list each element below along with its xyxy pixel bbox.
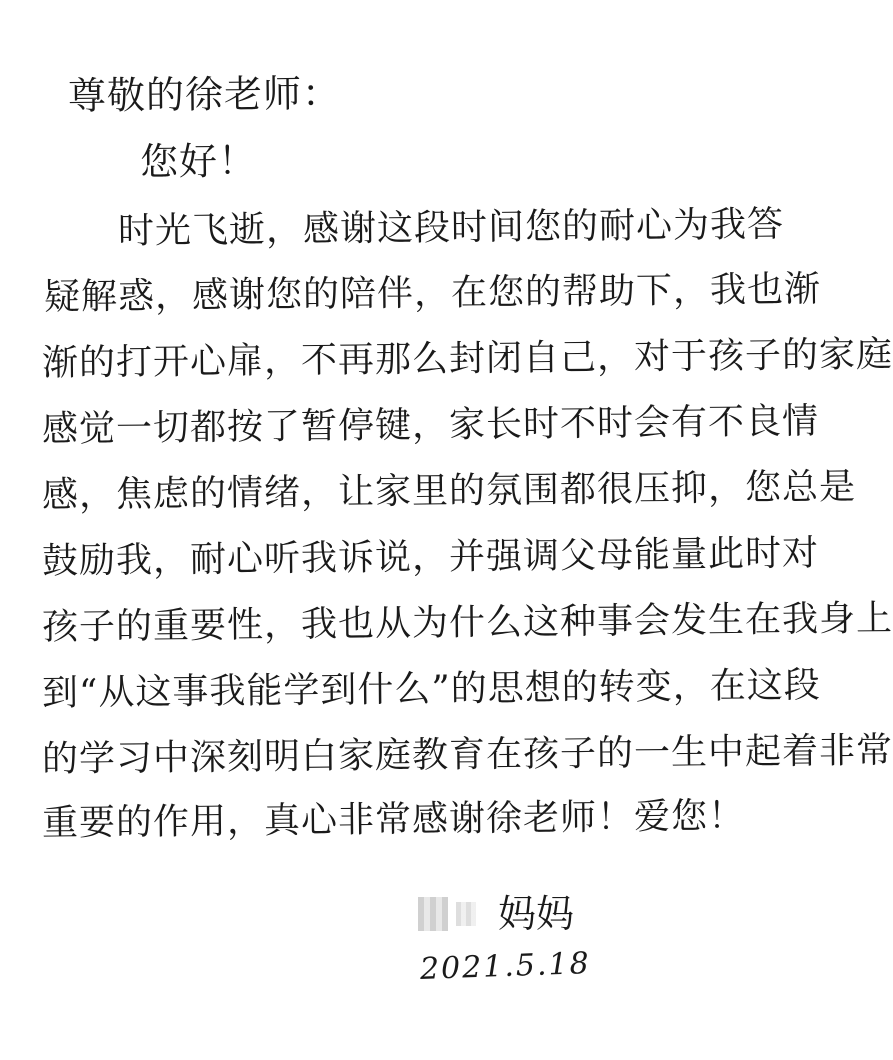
body-line-4: 感觉一切都按了暂停键，家长时不时会有不良情 [41,400,820,450]
body-line-5: 感，焦虑的情绪，让家里的氛围都很压抑，您总是 [41,466,857,516]
blurred-name-pixelation [418,897,484,931]
signature [418,890,574,938]
body-line-9: 的学习中深刻明白家庭教育在孩子的一生中起着非常 [41,730,893,780]
body-line-1: 时光飞逝，感谢这段时间您的耐心为我答 [117,204,785,252]
pixelated-block [456,902,476,926]
letter-date: 2021.5.18 [419,946,592,987]
pixelated-block [418,897,448,931]
body-line-2: 疑解惑，感谢您的陪伴，在您的帮助下，我也渐 [43,268,822,318]
body-line-8: 到“从这事我能学到什么”的思想的转变，在这段 [41,664,821,714]
body-line-10: 重要的作用，真心非常感谢徐老师！爱您！ [41,795,746,844]
salutation: 尊敬的徐老师： [67,71,342,118]
body-line-7: 孩子的重要性，我也从为什么这种事会发生在我身上 [41,598,893,648]
body-line-6: 鼓励我，耐心听我诉说，并强调父母能量此时对 [41,532,820,582]
greeting: 您好！ [139,138,258,184]
signer-name: 妈妈 [498,892,575,936]
body-line-3: 渐的打开心扉，不再那么封闭自己，对于孩子的家庭 [41,334,893,384]
